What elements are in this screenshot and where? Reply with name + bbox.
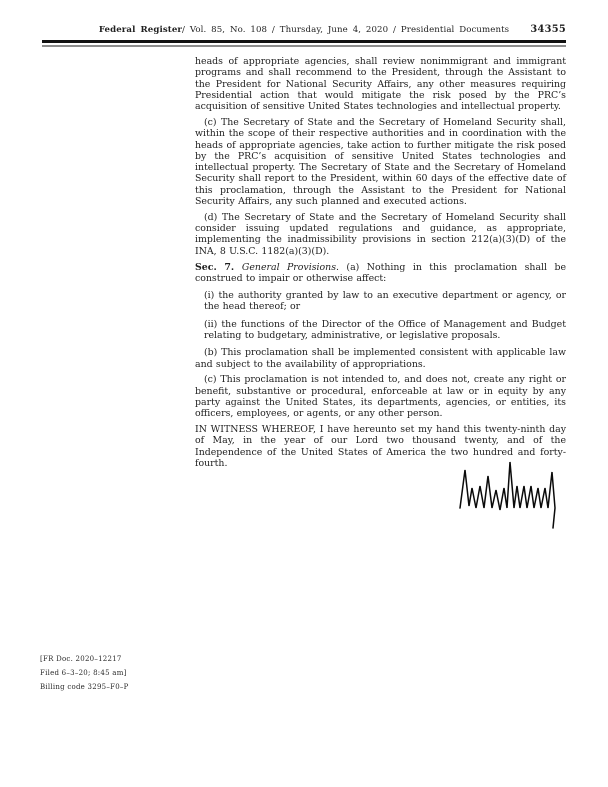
paragraph-in-witness-whereof: IN WITNESS WHEREOF, I have hereunto set my hand this twenty-ninth day of May, in the year of our Lord two thousand twenty, and of the Independence of the United States of America the two hundred and forty-fourth. [195, 424, 566, 469]
issue-info: / Vol. 85, No. 108 / Thursday, June 4, 2020 / Presidential Documents [182, 25, 510, 35]
paragraph-b-implementation: (b) This proclamation shall be implemented consistent with applicable law and subject to the availability of appropriations. [195, 347, 566, 370]
fr-doc-line: [FR Doc. 2020–12217 [40, 655, 122, 663]
section-7-text: (a) Nothing in this proclamation shall be construed to impair or otherwise affect: [195, 261, 567, 284]
running-head [42, 25, 566, 39]
paragraph-c-secretary-action: (c) The Secretary of State and the Secretary of Homeland Security shall, within the scope of their respective authorities and in coordination with the heads of appropriate agencies, take action to further mitigate the risk posed by the PRC’s acquisition of sensitive United States technologies and intellectual property. The Secretary of State and the Secretary of Homeland Security shall report to the President, within 60 days of the effective date of this proclamation, through the Assistant to the President for National Security Affairs, any such planned and executed actions. [195, 116, 566, 208]
paragraph-continuation: heads of appropriate agencies, shall review nonimmigrant and immigrant programs and shall recommend to the President, through the Assistant to the President for National Security Affairs, any other measures requiring Presidential action that would mitigate the risk posed by the PRC’s acquisition of sensitive United States technologies and intellectual property. [195, 56, 566, 113]
signature-icon [452, 458, 567, 536]
paragraph-sec7 [195, 262, 566, 285]
paragraph-ii-omb-functions: (ii) the functions of the Director of the Office of Management and Budget relating to budgetary, administrative, or legislative proposals. [204, 318, 566, 342]
filed-date-line: Filed 6–3–20; 8:45 am] [40, 669, 127, 677]
signature-stroke [460, 462, 555, 528]
section-7-title: General Provisions. [241, 261, 347, 273]
billing-code-line: Billing code 3295–F0–P [40, 683, 129, 691]
document-footer [40, 652, 129, 694]
journal-name: Federal Register [98, 25, 183, 35]
section-7-label: Sec. 7. [195, 261, 242, 273]
paragraph-c-no-rights: (c) This proclamation is not intended to, and does not, create any right or benefit, substantive or procedural, enforceable at law or in equity by any party against the United States, its departments, agencies, or entities, its officers, employees, or agents, or any other person. [195, 374, 566, 420]
presidential-signature [452, 458, 567, 536]
paragraph-i-authority: (i) the authority granted by law to an executive department or agency, or the head thereof; or [204, 290, 566, 313]
header-rule-top [42, 40, 566, 43]
header-rule-bottom [42, 45, 566, 47]
page-number: 34355 [530, 23, 566, 35]
paragraph-d-regulations: (d) The Secretary of State and the Secretary of Homeland Security shall consider issuing updated regulations and guidance, as appropriate, implementing the inadmissibility provisions in section 212(a)(3)(D) of the INA, 8 U.S.C. 1182(a)(3)(D). [195, 211, 566, 257]
body-text-column [195, 56, 566, 474]
